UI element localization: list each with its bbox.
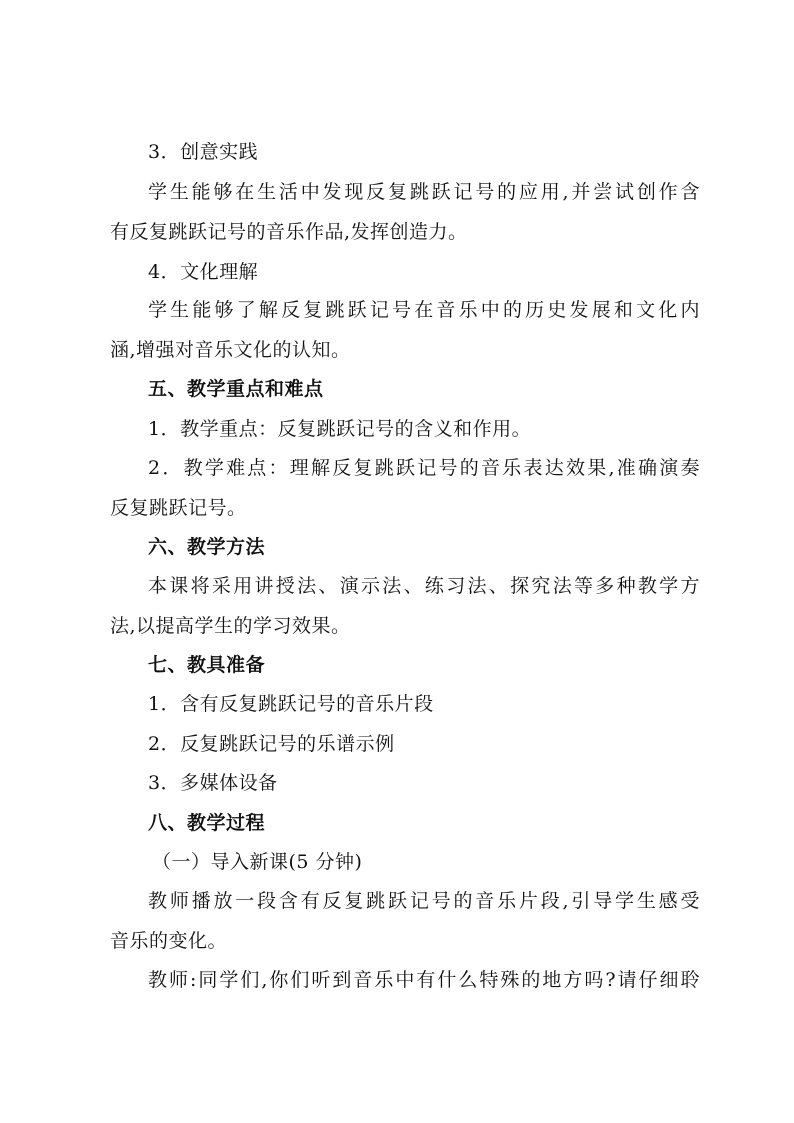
text-line: 法,以提高学生的学习效果。: [110, 615, 351, 637]
text-line: 有反复跳跃记号的音乐作品,发挥创造力。: [110, 221, 468, 243]
text-line: 2．教学难点：理解反复跳跃记号的音乐表达效果,准确演奏: [148, 457, 700, 479]
text-line: （一）导入新课(5 分钟): [152, 851, 363, 873]
section-heading: 八、教学过程: [148, 812, 266, 834]
text-line: 1．含有反复跳跃记号的音乐片段: [148, 693, 434, 715]
text-line: 3．多媒体设备: [148, 772, 278, 794]
text-line: 反复跳跃记号。: [110, 497, 247, 519]
section-heading: 七、教具准备: [148, 654, 266, 676]
section-heading: 六、教学方法: [148, 536, 266, 558]
text-line: 涵,增强对音乐文化的认知。: [110, 339, 351, 361]
text-line: 音乐的变化。: [110, 930, 228, 952]
text-line: 1．教学重点：反复跳跃记号的含义和作用。: [148, 418, 532, 440]
text-line: 本课将采用讲授法、演示法、练习法、探究法等多种教学方: [148, 575, 700, 597]
text-line: 学生能够了解反复跳跃记号在音乐中的历史发展和文化内: [148, 299, 700, 321]
text-line: 2．反复跳跃记号的乐谱示例: [148, 733, 395, 755]
text-line: 4．文化理解: [148, 261, 259, 283]
text-line: 学生能够在生活中发现反复跳跃记号的应用,并尝试创作含: [148, 181, 700, 203]
text-line: 教师:同学们,你们听到音乐中有什么特殊的地方吗?请仔细聆: [148, 969, 700, 991]
text-line: 3．创意实践: [148, 141, 259, 163]
section-heading: 五、教学重点和难点: [148, 378, 324, 400]
text-line: 教师播放一段含有反复跳跃记号的音乐片段,引导学生感受: [148, 890, 700, 912]
